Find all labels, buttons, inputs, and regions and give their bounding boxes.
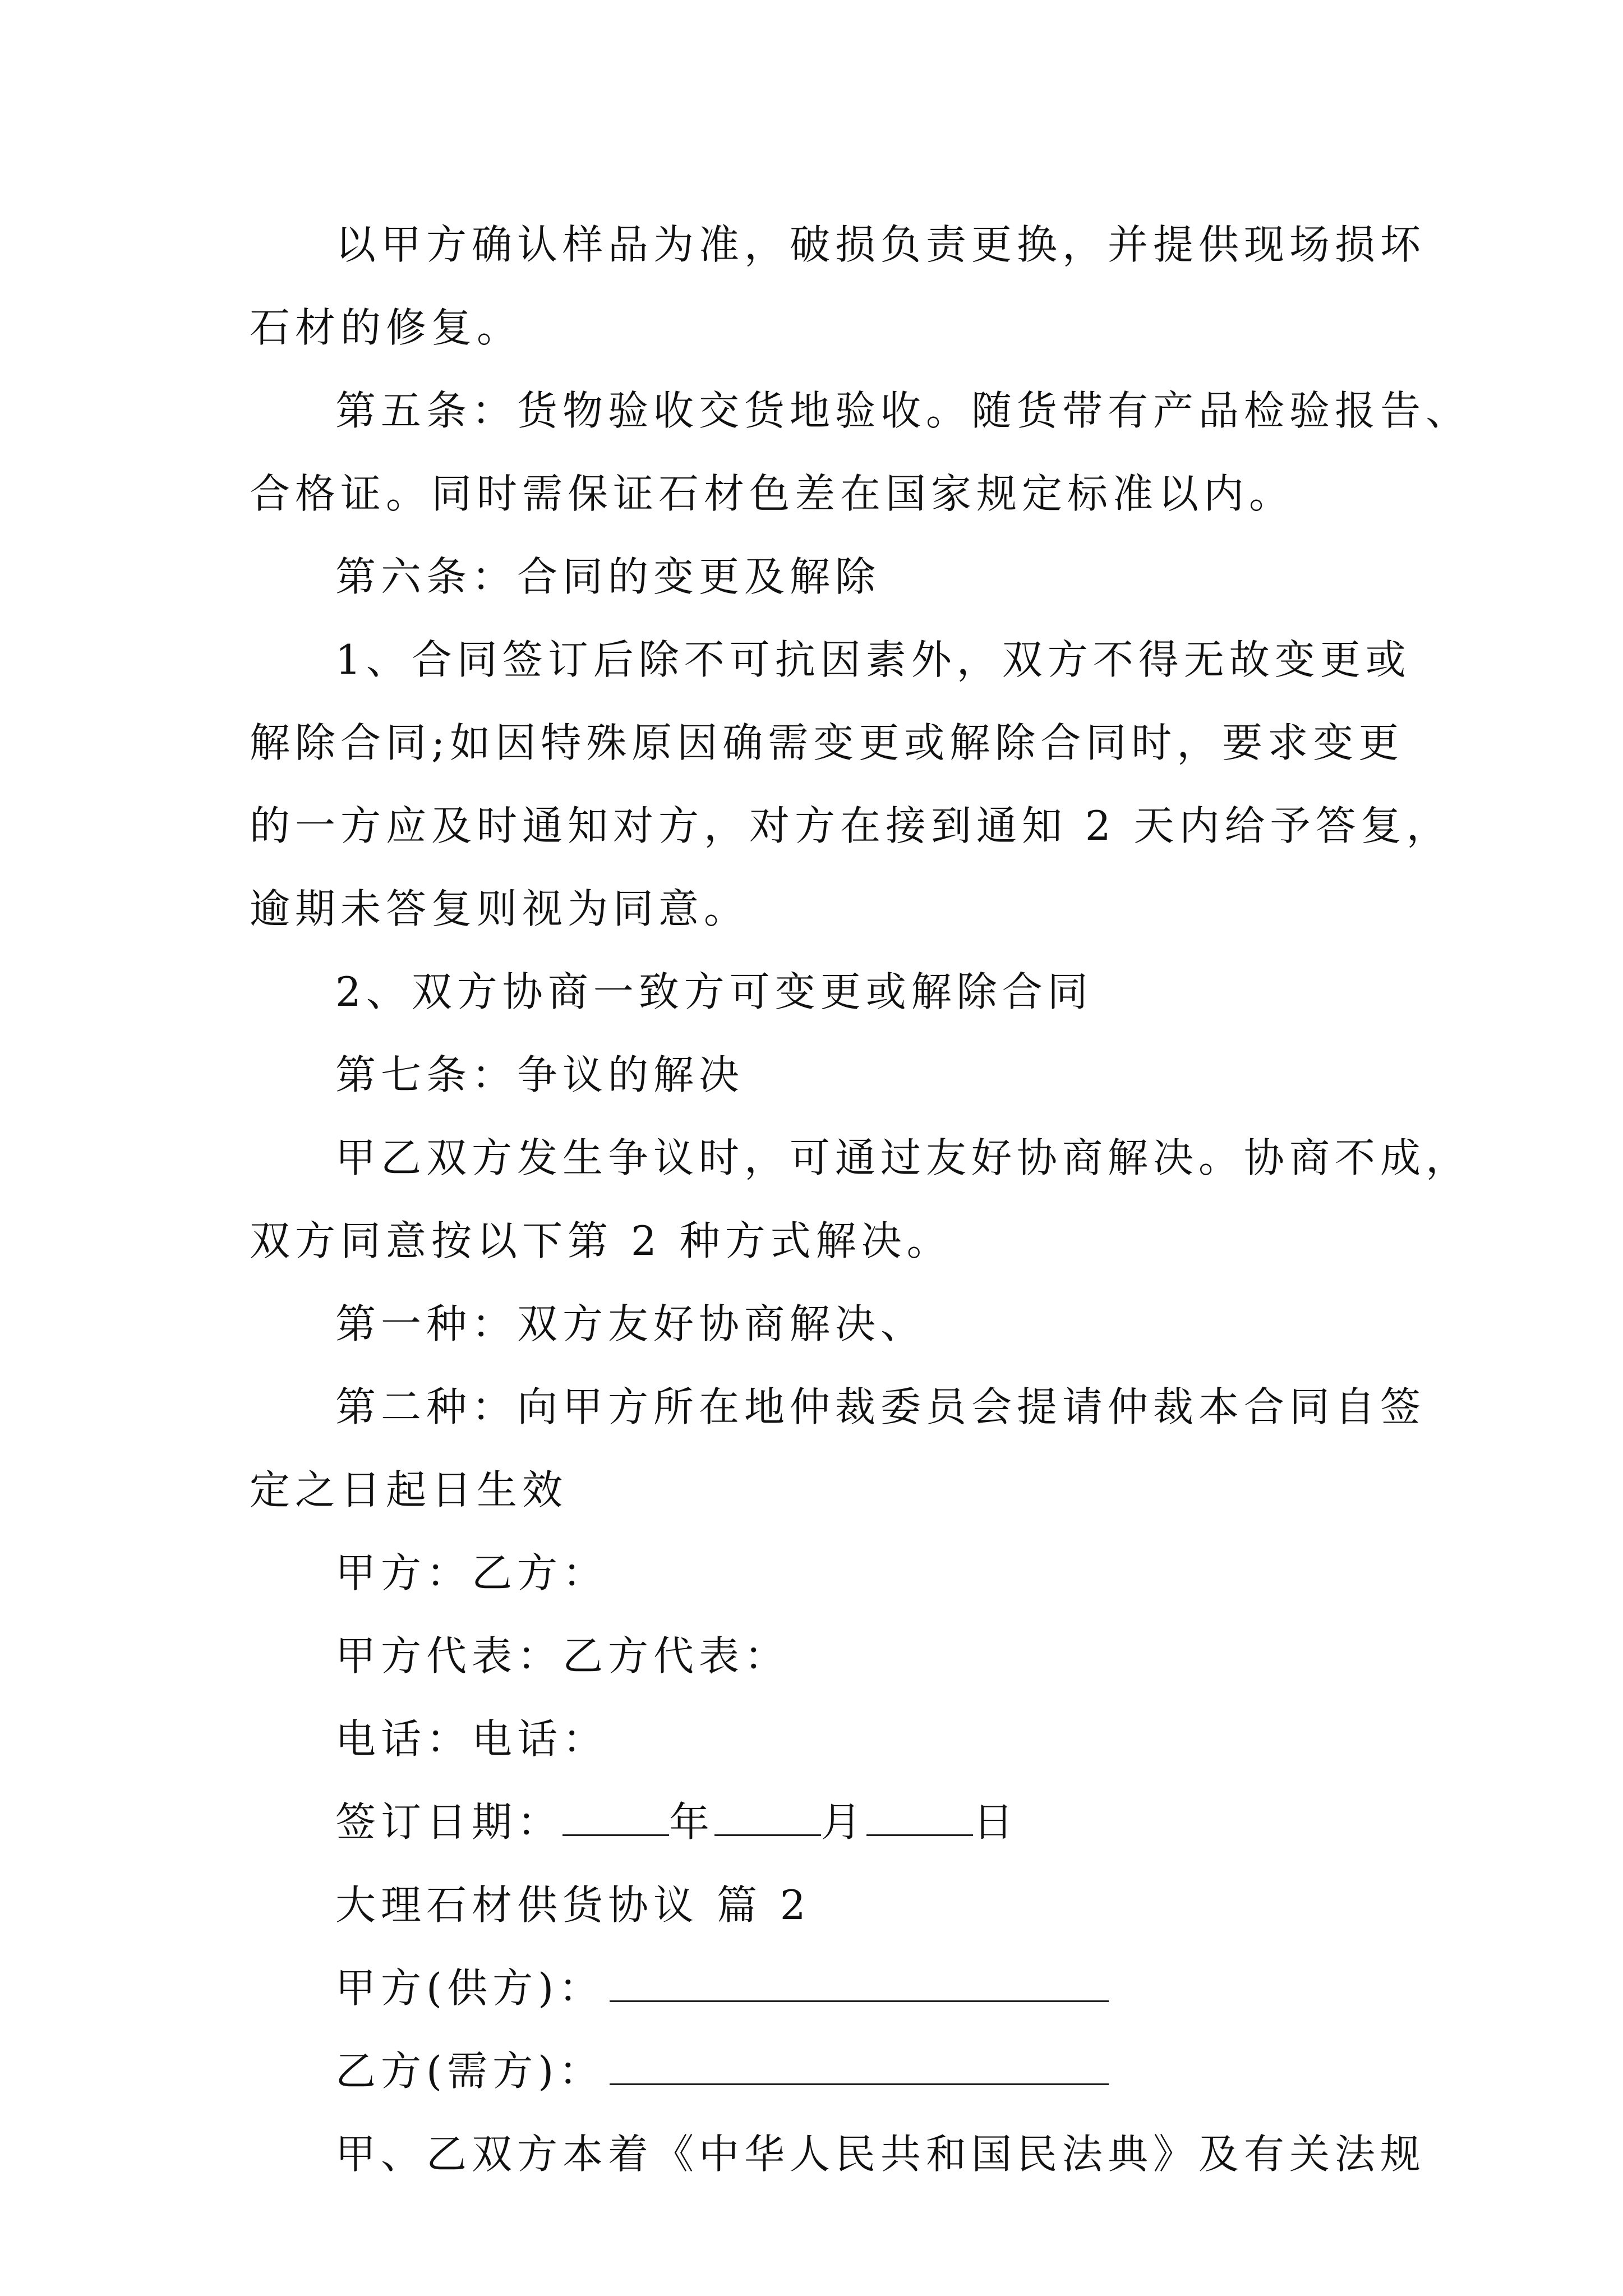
day-blank: [866, 1801, 973, 1836]
section-title: 大理石材供货协议 篇 2: [335, 1881, 811, 1929]
phone-line: 电话：电话：: [335, 1715, 608, 1763]
party-b-line: [250, 2030, 1388, 2113]
sign-date-label: 签订日期：: [335, 1798, 563, 1846]
year-blank: [562, 1801, 669, 1836]
clause-2-line: 2、双方协商一致方可变更或解除合同: [335, 968, 1093, 1015]
party-b-blank: [610, 2050, 1109, 2085]
month-label: 月: [821, 1798, 867, 1846]
sign-date-line: [250, 1780, 1388, 1864]
parties-line: 甲方：乙方：: [335, 1549, 608, 1596]
paragraph-line: 双方同意按以下第 2 种方式解决。: [250, 1217, 952, 1264]
day-label: 日: [973, 1798, 1019, 1846]
article-7-heading: 第七条：争议的解决: [335, 1051, 745, 1098]
paragraph-line: 以甲方确认样品为准，破损负责更换，并提供现场损坏: [335, 221, 1426, 268]
month-blank: [714, 1801, 821, 1836]
paragraph-line: 定之日起日生效: [250, 1466, 568, 1513]
article-6-heading: 第六条：合同的变更及解除: [335, 553, 881, 600]
party-b-label: 乙方(需方)：: [335, 2047, 605, 2095]
article-5-line: 第五条：货物验收交货地验收。随货带有产品检验报告、: [335, 387, 1472, 434]
paragraph-line: 甲乙双方发生争议时，可通过友好协商解决。协商不成，: [335, 1134, 1472, 1181]
year-label: 年: [669, 1798, 715, 1846]
party-a-label: 甲方(供方)：: [335, 1964, 605, 2012]
paragraph-line: 的一方应及时通知对方，对方在接到通知 2 天内给予答复，: [250, 802, 1452, 849]
option-1-line: 第一种：双方友好协商解决、: [335, 1300, 926, 1347]
representatives-line: 甲方代表：乙方代表：: [335, 1632, 790, 1680]
party-a-blank: [610, 1967, 1109, 2002]
paragraph-line: 逾期未答复则视为同意。: [250, 885, 750, 932]
paragraph-line: 甲、乙双方本着《中华人民共和国民法典》及有关法规: [335, 2131, 1426, 2178]
paragraph-line: 石材的修复。: [250, 304, 523, 351]
clause-1-line: 1、合同签订后除不可抗因素外，双方不得无故变更或: [335, 636, 1411, 683]
paragraph-line: 合格证。同时需保证石材色差在国家规定标准以内。: [250, 470, 1295, 517]
option-2-line: 第二种：向甲方所在地仲裁委员会提请仲裁本合同自签: [335, 1383, 1426, 1430]
document-body: [250, 203, 1472, 2196]
paragraph-line: 解除合同;如因特殊原因确需变更或解除合同时，要求变更: [250, 719, 1404, 766]
party-a-line: [250, 1947, 1388, 2030]
